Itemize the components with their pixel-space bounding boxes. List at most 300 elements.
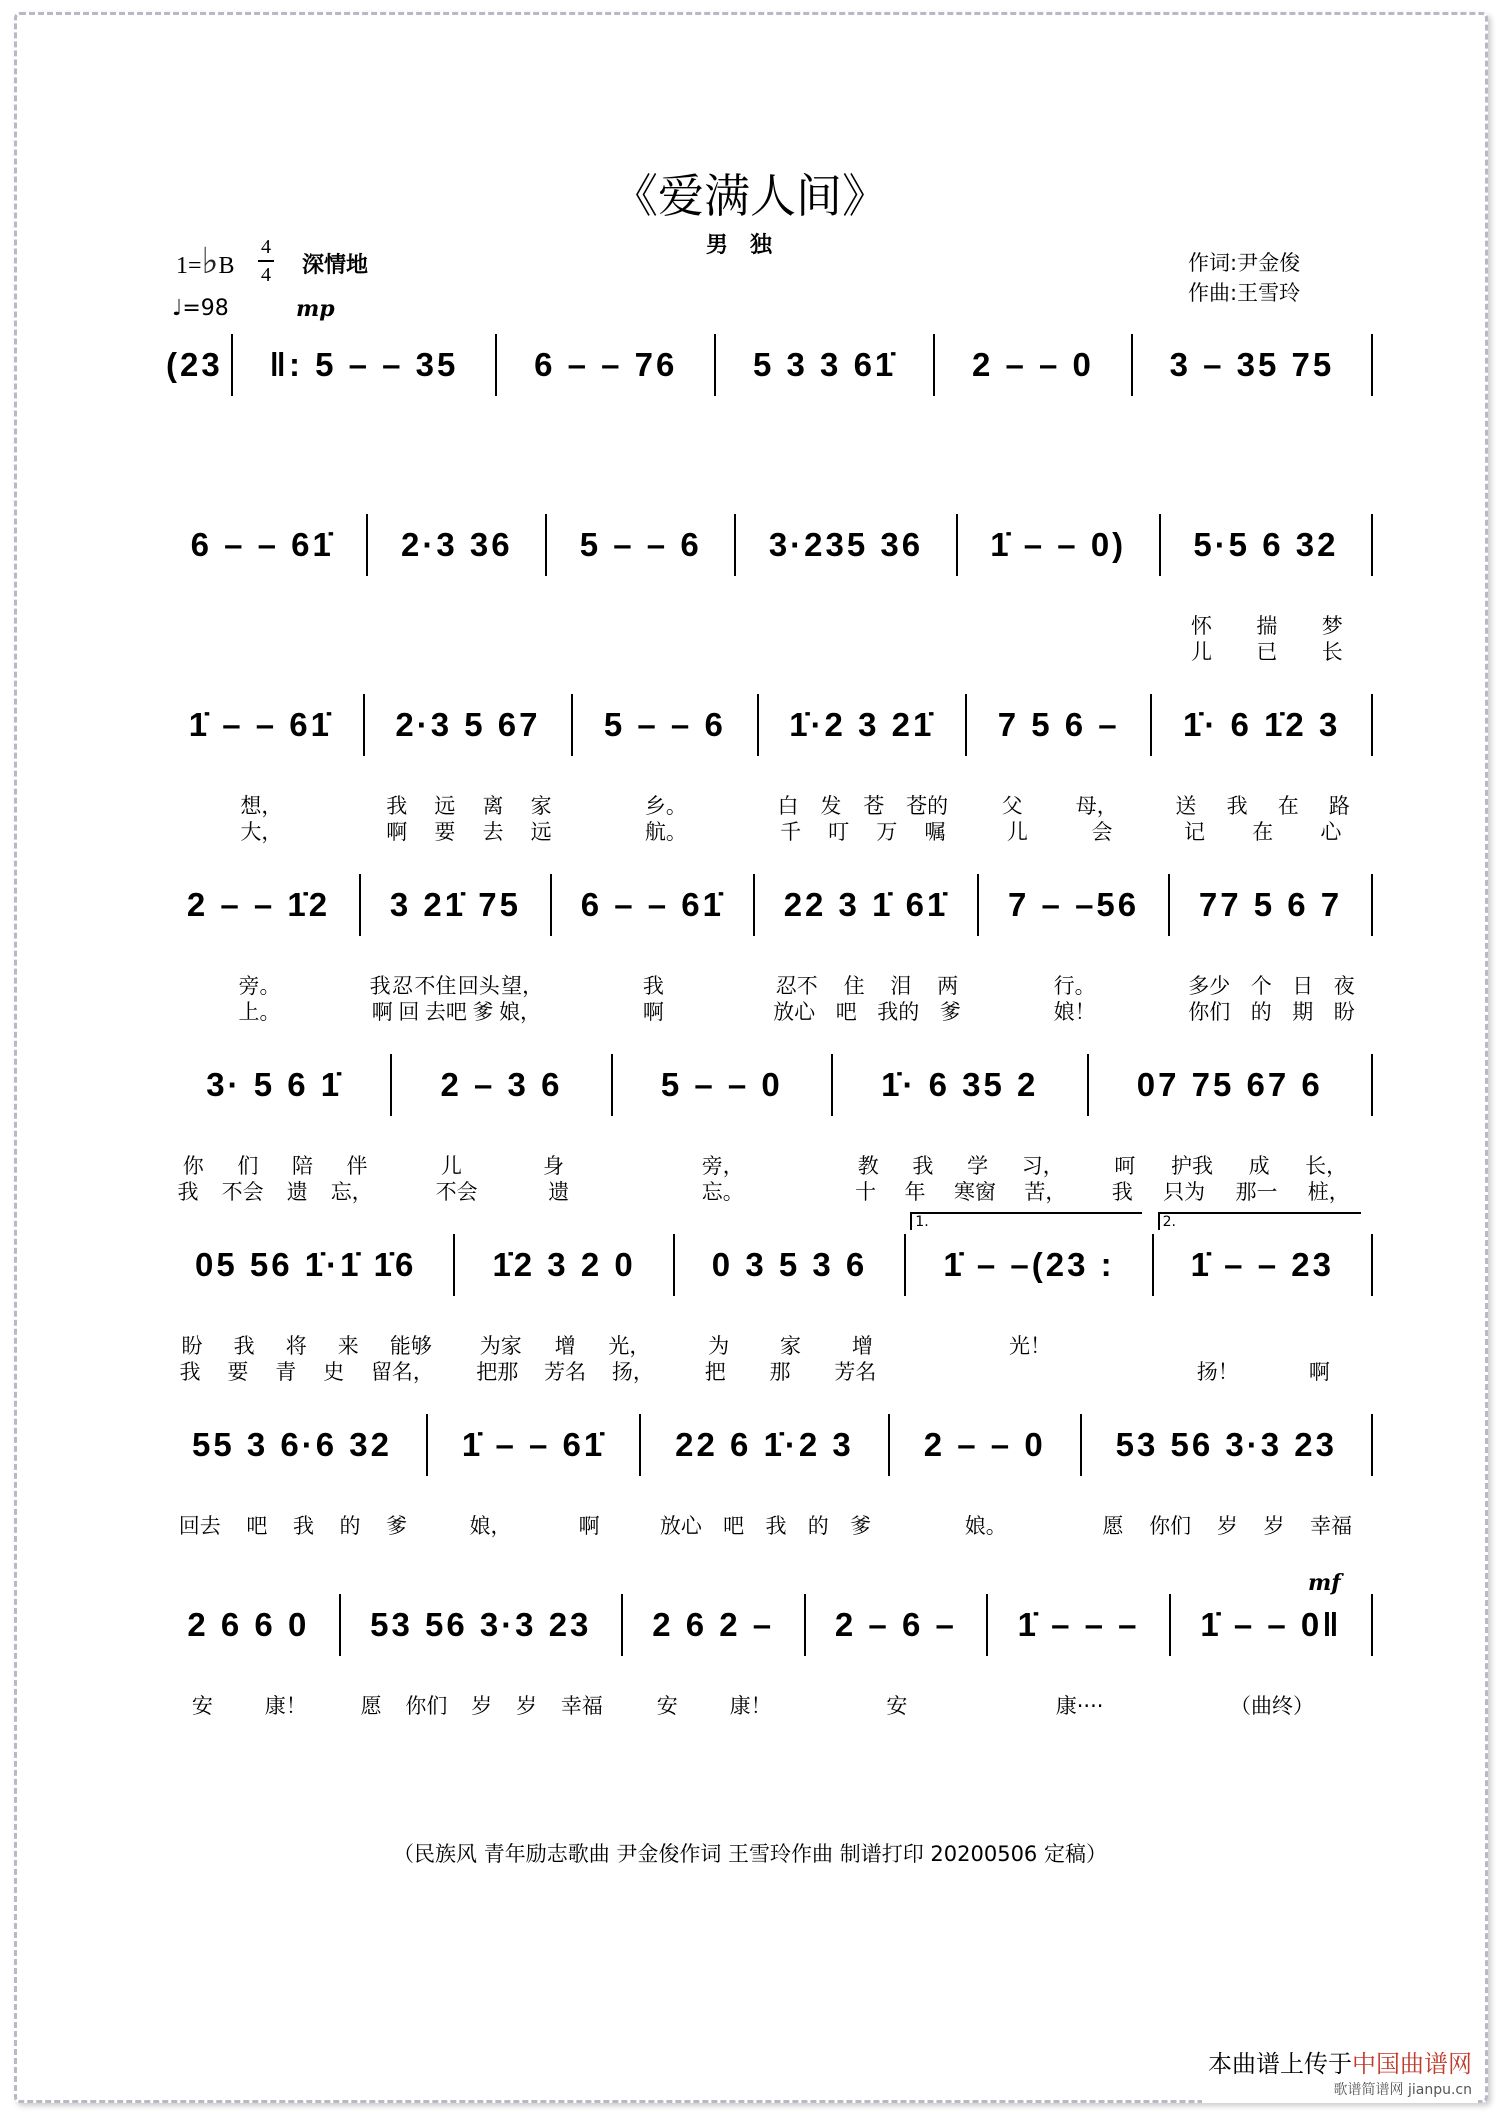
measure-notes: 0 3 5 3 6: [711, 1246, 868, 1283]
lyric-line: [649, 1510, 882, 1536]
watermark-site: 歌谱简谱网 jianpu.cn: [1333, 2082, 1472, 2098]
lyric-cell: [428, 1510, 641, 1536]
measure-notes: 3 21̇ 75: [389, 886, 521, 923]
lyric-line: [987, 996, 1162, 1022]
lyric-syllable: 愿: [360, 1694, 382, 1718]
lyric-syllable: 康！: [264, 1694, 307, 1718]
lyricist: 作词:尹金俊: [1188, 251, 1301, 275]
voice-type: 男独: [705, 233, 794, 258]
lyric-syllable: 家: [530, 794, 552, 818]
measure-notes: 2 – 3 6: [440, 1066, 563, 1103]
measure-notes: 5 – – 0: [660, 1066, 783, 1103]
composer: 作曲:王雪玲: [1188, 281, 1301, 305]
lyric-syllable: 留名，: [370, 1360, 434, 1384]
measure: [158, 694, 365, 756]
measure: [958, 514, 1161, 576]
lyric-line: [1179, 1690, 1365, 1716]
lyrics-row: [158, 790, 1373, 842]
measure-notes: 1̇ – – –: [1017, 1606, 1140, 1643]
lyric-syllable: 苍的: [906, 794, 949, 818]
lyric-syllable: 娘。: [964, 1514, 1007, 1538]
lyric-syllable: 我: [1111, 1180, 1133, 1204]
measure-notes: 1̇ – –(23 :: [943, 1246, 1115, 1283]
lyric-line: [463, 1330, 666, 1356]
lyric-cell: [158, 1510, 428, 1536]
measure: [158, 514, 368, 576]
lyric-line: [1162, 1356, 1365, 1382]
lyric-line: [369, 996, 544, 1022]
footer-note: （民族风 青年励志歌曲 尹金俊作词 王雪玲作曲 制谱打印 20200506 定稿）: [393, 1842, 1107, 1866]
score-system: [158, 1050, 1373, 1202]
lyric-syllable: 康····: [1055, 1694, 1104, 1718]
lyric-cell: [759, 790, 968, 842]
measure-notes: 53 56 3·3 23: [370, 1606, 592, 1643]
lyric-syllable: 学: [967, 1154, 989, 1178]
lyrics-row: [158, 1330, 1373, 1382]
lyric-syllable: 不会: [435, 1180, 478, 1204]
lyric-syllable: 放心: [659, 1514, 702, 1538]
measure: [1170, 874, 1373, 936]
lyric-syllable: 安: [656, 1694, 678, 1718]
lyric-syllable: 爹: [850, 1514, 872, 1538]
lyric-cell: [158, 970, 361, 1022]
lyric-line: [767, 816, 960, 842]
measure: [736, 514, 957, 576]
lyric-syllable: 远: [434, 794, 456, 818]
measure: [906, 1214, 1153, 1296]
measure: [613, 1054, 833, 1116]
lyric-syllable: 发: [820, 794, 842, 818]
lyric-syllable: 那: [769, 1360, 791, 1384]
lyric-cell: [158, 610, 368, 662]
lyric-syllable: 光！: [1008, 1334, 1051, 1358]
lyric-syllable: 夜: [1333, 974, 1355, 998]
measure: [365, 694, 574, 756]
lyric-syllable: 岁: [1216, 1514, 1238, 1538]
measure: [1089, 1054, 1373, 1116]
lyric-syllable: 身: [543, 1154, 565, 1178]
measure-notes: 1̇·2 3 21̇: [789, 706, 935, 743]
measure: [1152, 694, 1373, 756]
lyric-cell: [755, 970, 979, 1022]
measure-notes: 1̇ – – 0): [990, 526, 1127, 563]
lyric-syllable: 大，: [240, 820, 283, 844]
measure: [641, 1414, 890, 1476]
lyric-syllable: 去: [482, 820, 504, 844]
lyric-syllable: 远: [530, 820, 552, 844]
lyric-line: [814, 1690, 981, 1716]
lyric-line: [683, 1356, 899, 1382]
lyric-line: [166, 816, 357, 842]
measure-notes: 1̇ – – 23: [1190, 1246, 1334, 1283]
lyric-syllable: 嘱: [924, 820, 946, 844]
lyric-line: [914, 1330, 1145, 1356]
lyric-syllable: 我: [179, 1360, 201, 1384]
measure-notes: 1̇ – – 61̇: [188, 706, 332, 743]
lyric-syllable: 忘，: [330, 1180, 373, 1204]
lyric-cell: [158, 790, 365, 842]
lyric-cell: [361, 970, 552, 1022]
measure: [806, 1594, 989, 1656]
measure: [341, 1594, 623, 1656]
measure-row: [158, 870, 1373, 940]
watermark: [1202, 2040, 1478, 2103]
lyrics-row: [158, 1150, 1373, 1202]
score-system: [158, 510, 1373, 662]
lyric-syllable: 的: [807, 1514, 829, 1538]
lyric-syllable: 幸福: [560, 1694, 603, 1718]
lyric-line: [1178, 970, 1365, 996]
lyric-syllable: 航。: [644, 820, 687, 844]
lyric-syllable: 苍: [863, 794, 885, 818]
lyric-syllable: 史: [323, 1360, 345, 1384]
lyric-syllable: 回头: [457, 974, 500, 998]
measure-notes: 2·3 5 67: [395, 706, 541, 743]
lyrics-row: [158, 970, 1373, 1022]
lyric-cell: [906, 1330, 1153, 1382]
measure-notes: 2 6 6 0: [187, 1606, 310, 1643]
lyric-line: [1162, 1330, 1365, 1356]
lyric-cell: [158, 1150, 392, 1202]
lyric-line: [436, 1510, 633, 1536]
lyric-line: [996, 1690, 1163, 1716]
lyric-syllable: 我: [912, 1154, 934, 1178]
lyric-cell: [623, 1690, 806, 1716]
measure-notes: (23: [166, 346, 223, 383]
lyric-syllable: 我: [233, 1334, 255, 1358]
lyric-line: [166, 1176, 384, 1202]
lyric-syllable: 扬，: [611, 1360, 654, 1384]
lyric-line: [1090, 1510, 1365, 1536]
measure: [368, 514, 547, 576]
lyric-cell: [1161, 610, 1373, 662]
lyric-cell: [1154, 1330, 1373, 1382]
lyric-line: [400, 1150, 604, 1176]
lyric-syllable: 怀: [1190, 614, 1212, 638]
lyric-syllable: 想，: [240, 794, 283, 818]
lyric-line: [1097, 1176, 1365, 1202]
measure-row: [158, 510, 1373, 580]
lyric-cell: [613, 1150, 833, 1202]
lyric-syllable: 乡。: [644, 794, 687, 818]
measure-notes: 05 56 1̇·1̇ 1̇6: [195, 1246, 417, 1283]
lyric-syllable: 我: [369, 974, 391, 998]
lyric-line: [621, 1176, 825, 1202]
lyric-syllable: 忍不: [775, 974, 818, 998]
lyric-syllable: 愿: [1102, 1514, 1124, 1538]
lyric-syllable: 心: [1320, 820, 1342, 844]
lyric-syllable: 娘，: [469, 1514, 512, 1538]
lyric-syllable: 在: [1252, 820, 1274, 844]
lyric-cell: [1082, 1510, 1373, 1536]
lyric-syllable: 习，: [1021, 1154, 1064, 1178]
measure: [623, 1594, 806, 1656]
measure: [158, 1234, 455, 1296]
lyric-syllable: 记: [1183, 820, 1205, 844]
lyric-syllable: 康！: [729, 1694, 772, 1718]
lyric-line: [1169, 610, 1365, 636]
lyric-cell: [958, 610, 1161, 662]
lyric-syllable: 盼: [181, 1334, 203, 1358]
lyric-line: [166, 970, 353, 996]
measure-notes: 1̇· 6 1̇2 3: [1183, 706, 1341, 743]
lyric-syllable: 长: [1321, 640, 1343, 664]
measure-notes: 7 5 6 –: [997, 706, 1120, 743]
lyric-syllable: 你们: [1188, 1000, 1231, 1024]
lyric-cell: [736, 610, 957, 662]
lyric-syllable: 教: [857, 1154, 879, 1178]
lyric-syllable: 为: [708, 1334, 730, 1358]
measure-notes: 07 75 67 6: [1136, 1066, 1323, 1103]
time-top: 4: [261, 236, 271, 258]
measure-row: [158, 330, 1373, 400]
lyric-cell: [979, 970, 1170, 1022]
lyric-cell: [890, 1510, 1082, 1536]
measure-notes: 77 5 6 7: [1198, 886, 1343, 923]
measure-row: [158, 1410, 1373, 1480]
lyric-syllable: 会: [1091, 820, 1113, 844]
measure-row: [158, 1214, 1373, 1300]
lyric-line: [166, 996, 353, 1022]
lyric-syllable: 陪: [291, 1154, 313, 1178]
measure-notes: 2 6 2 –: [652, 1606, 775, 1643]
volta-bracket: 2.: [1158, 1212, 1361, 1230]
measure-notes: 5 – – 6: [579, 526, 702, 563]
lyric-syllable: 长，: [1305, 1154, 1348, 1178]
lyric-line: [463, 1356, 666, 1382]
key-note: B: [218, 253, 235, 279]
lyric-line: [349, 1690, 615, 1716]
measure-notes: 2 – – 0: [971, 346, 1094, 383]
lyric-line: [166, 1356, 447, 1382]
lyric-syllable: 放心: [773, 1000, 816, 1024]
lyric-line: [373, 790, 566, 816]
measure: [158, 1594, 341, 1656]
lyric-line: [631, 1690, 798, 1716]
lyric-syllable: 不会: [221, 1180, 264, 1204]
measure-notes: 1̇ – – 0‖: [1200, 1606, 1342, 1643]
lyric-syllable: 我的: [877, 1000, 920, 1024]
measure-notes: 55 3 6·6 32: [191, 1426, 392, 1463]
lyric-syllable: 啊: [578, 1514, 600, 1538]
measure-notes: 6 – – 61̇: [580, 886, 724, 923]
lyric-syllable: 爹: [386, 1514, 408, 1538]
dynamic-end: mf: [1308, 1570, 1341, 1596]
lyric-syllable: 啊: [1308, 1360, 1330, 1384]
lyric-syllable: 我: [177, 1180, 199, 1204]
lyric-syllable: 旁。: [238, 974, 281, 998]
lyric-syllable: 扬！: [1196, 1360, 1239, 1384]
measure-notes: 22 3 1̇ 61̇: [783, 886, 949, 923]
time-signature: [258, 234, 274, 288]
lyric-syllable: 的: [1250, 1000, 1272, 1024]
measure: [1082, 1414, 1373, 1476]
lyric-syllable: 只为: [1163, 1180, 1206, 1204]
measure-notes: 5 3 3 61̇: [753, 346, 897, 383]
lyric-line: [369, 970, 544, 996]
flat-icon: ♭: [201, 241, 219, 281]
lyric-syllable: 啊: [642, 1000, 664, 1024]
lyric-syllable: 岁: [516, 1694, 538, 1718]
measure-row: [158, 1590, 1373, 1660]
lyric-syllable: 吧: [246, 1514, 268, 1538]
measure-notes: 6 – – 76: [534, 346, 678, 383]
lyric-syllable: 我: [642, 974, 664, 998]
lyric-line: [975, 816, 1144, 842]
lyric-syllable: 离: [482, 794, 504, 818]
lyric-syllable: 叮: [828, 820, 850, 844]
measure-notes: 3· 5 6 1̇: [206, 1066, 343, 1103]
measure-notes: 2·3 36: [401, 526, 513, 563]
lyric-cell: [158, 1330, 455, 1382]
measure-notes: 5·5 6 32: [1193, 526, 1339, 563]
lyric-syllable: 安: [191, 1694, 213, 1718]
lyric-line: [1169, 636, 1365, 662]
lyrics-row: [158, 1510, 1373, 1536]
measure: [988, 1594, 1171, 1656]
lyric-cell: [341, 1690, 623, 1716]
measure: [158, 874, 361, 936]
lyric-syllable: 安: [886, 1694, 908, 1718]
lyric-cell: [833, 1150, 1089, 1202]
lyric-syllable: 已: [1256, 640, 1278, 664]
lyric-syllable: 去吧: [424, 1000, 467, 1024]
lyric-line: [914, 1356, 1145, 1382]
lyric-line: [373, 816, 566, 842]
measure: [428, 1414, 641, 1476]
lyric-syllable: 白: [777, 794, 799, 818]
measure: [158, 1054, 392, 1116]
lyric-syllable: 万: [876, 820, 898, 844]
measure-notes: 1̇2 3 2 0: [492, 1246, 636, 1283]
lyric-syllable: 千: [780, 820, 802, 844]
measure-notes: 6 – – 61̇: [190, 526, 334, 563]
tempo-mark: ♩=98: [172, 296, 229, 321]
measure: [158, 1414, 428, 1476]
lyric-syllable: 寒窗: [953, 1180, 996, 1204]
key-prefix: 1=: [176, 253, 202, 279]
lyrics-row: [158, 610, 1373, 662]
lyric-cell: [1089, 1150, 1373, 1202]
lyric-line: [560, 970, 747, 996]
lyric-syllable: 上。: [238, 1000, 281, 1024]
measure: [1133, 334, 1373, 396]
measure: [1154, 1214, 1373, 1296]
dynamic-start: mp: [296, 296, 335, 322]
lyric-syllable: 母，: [1075, 794, 1118, 818]
lyric-cell: [1171, 1690, 1373, 1716]
lyric-cell: [573, 790, 758, 842]
lyric-line: [166, 1690, 333, 1716]
lyric-syllable: 们: [237, 1154, 259, 1178]
lyric-syllable: 住: [843, 974, 865, 998]
lyric-syllable: 的: [339, 1514, 361, 1538]
measure-row: [158, 690, 1373, 760]
lyric-cell: [392, 1150, 612, 1202]
lyric-line: [841, 1176, 1081, 1202]
lyric-syllable: 不住: [414, 974, 457, 998]
lyric-syllable: 爹: [939, 1000, 961, 1024]
lyric-syllable: 吧: [835, 1000, 857, 1024]
lyric-syllable: 梦: [1321, 614, 1343, 638]
lyric-syllable: 青: [275, 1360, 297, 1384]
lyric-cell: [552, 970, 755, 1022]
lyric-syllable: 我: [386, 794, 408, 818]
lyric-syllable: 把那: [476, 1360, 519, 1384]
lyric-line: [1178, 996, 1365, 1022]
measure: [890, 1414, 1082, 1476]
lyric-line: [621, 1150, 825, 1176]
lyric-line: [166, 790, 357, 816]
measure: [158, 334, 233, 396]
time-bottom: 4: [261, 264, 271, 286]
lyric-cell: [967, 790, 1152, 842]
lyrics-row: [158, 1690, 1373, 1716]
lyric-syllable: 我: [292, 1514, 314, 1538]
lyric-line: [763, 996, 971, 1022]
lyric-line: [767, 790, 960, 816]
lyric-cell: [806, 1690, 989, 1716]
lyric-line: [1160, 816, 1365, 842]
measure-notes: 2 – – 0: [923, 1426, 1046, 1463]
lyric-line: [1160, 790, 1365, 816]
measure-row: [158, 1050, 1373, 1120]
lyric-syllable: 期: [1292, 1000, 1314, 1024]
lyric-syllable: 增: [554, 1334, 576, 1358]
lyric-syllable: 苦，: [1024, 1180, 1067, 1204]
song-title: 《爱满人间》: [612, 169, 888, 223]
credits: [1188, 248, 1300, 308]
lyric-syllable: 我: [765, 1514, 787, 1538]
lyric-syllable: 儿: [1006, 820, 1028, 844]
measure-notes: 7 – –56: [1008, 886, 1140, 923]
lyric-cell: [455, 1330, 674, 1382]
lyric-cell: [368, 610, 547, 662]
measure: [573, 694, 758, 756]
lyric-syllable: 盼: [1333, 1000, 1355, 1024]
lyric-syllable: 在: [1277, 794, 1299, 818]
lyric-syllable: 我: [1226, 794, 1248, 818]
lyric-syllable: 光，: [608, 1334, 651, 1358]
lyric-syllable: 护我: [1170, 1154, 1213, 1178]
measure: [1171, 1594, 1373, 1656]
lyric-syllable: 将: [285, 1334, 307, 1358]
lyric-line: [581, 816, 750, 842]
lyric-syllable: 幸福: [1310, 1514, 1353, 1538]
lyric-cell: [641, 1510, 890, 1536]
measure: [755, 874, 979, 936]
lyric-line: [898, 1510, 1074, 1536]
measure-notes: 2 – – 1̇2: [186, 886, 331, 923]
watermark-brand: 中国曲谱网: [1352, 2050, 1472, 2078]
score-system: [158, 870, 1373, 1022]
lyric-syllable: 成: [1248, 1154, 1270, 1178]
measure: [547, 514, 736, 576]
lyric-line: [400, 1176, 604, 1202]
score-system: [158, 1590, 1373, 1716]
lyric-syllable: 芳名: [834, 1360, 877, 1384]
lyric-syllable: 回去: [178, 1514, 221, 1538]
lyric-syllable: 父: [1001, 794, 1023, 818]
lyric-syllable: 遗: [286, 1180, 308, 1204]
lyric-line: [975, 790, 1144, 816]
measure: [675, 1234, 907, 1296]
lyric-syllable: 两: [937, 974, 959, 998]
lyric-cell: [1170, 970, 1373, 1022]
lyric-syllable: 岁: [1263, 1514, 1285, 1538]
score-system: [158, 690, 1373, 842]
lyric-syllable: 年: [904, 1180, 926, 1204]
